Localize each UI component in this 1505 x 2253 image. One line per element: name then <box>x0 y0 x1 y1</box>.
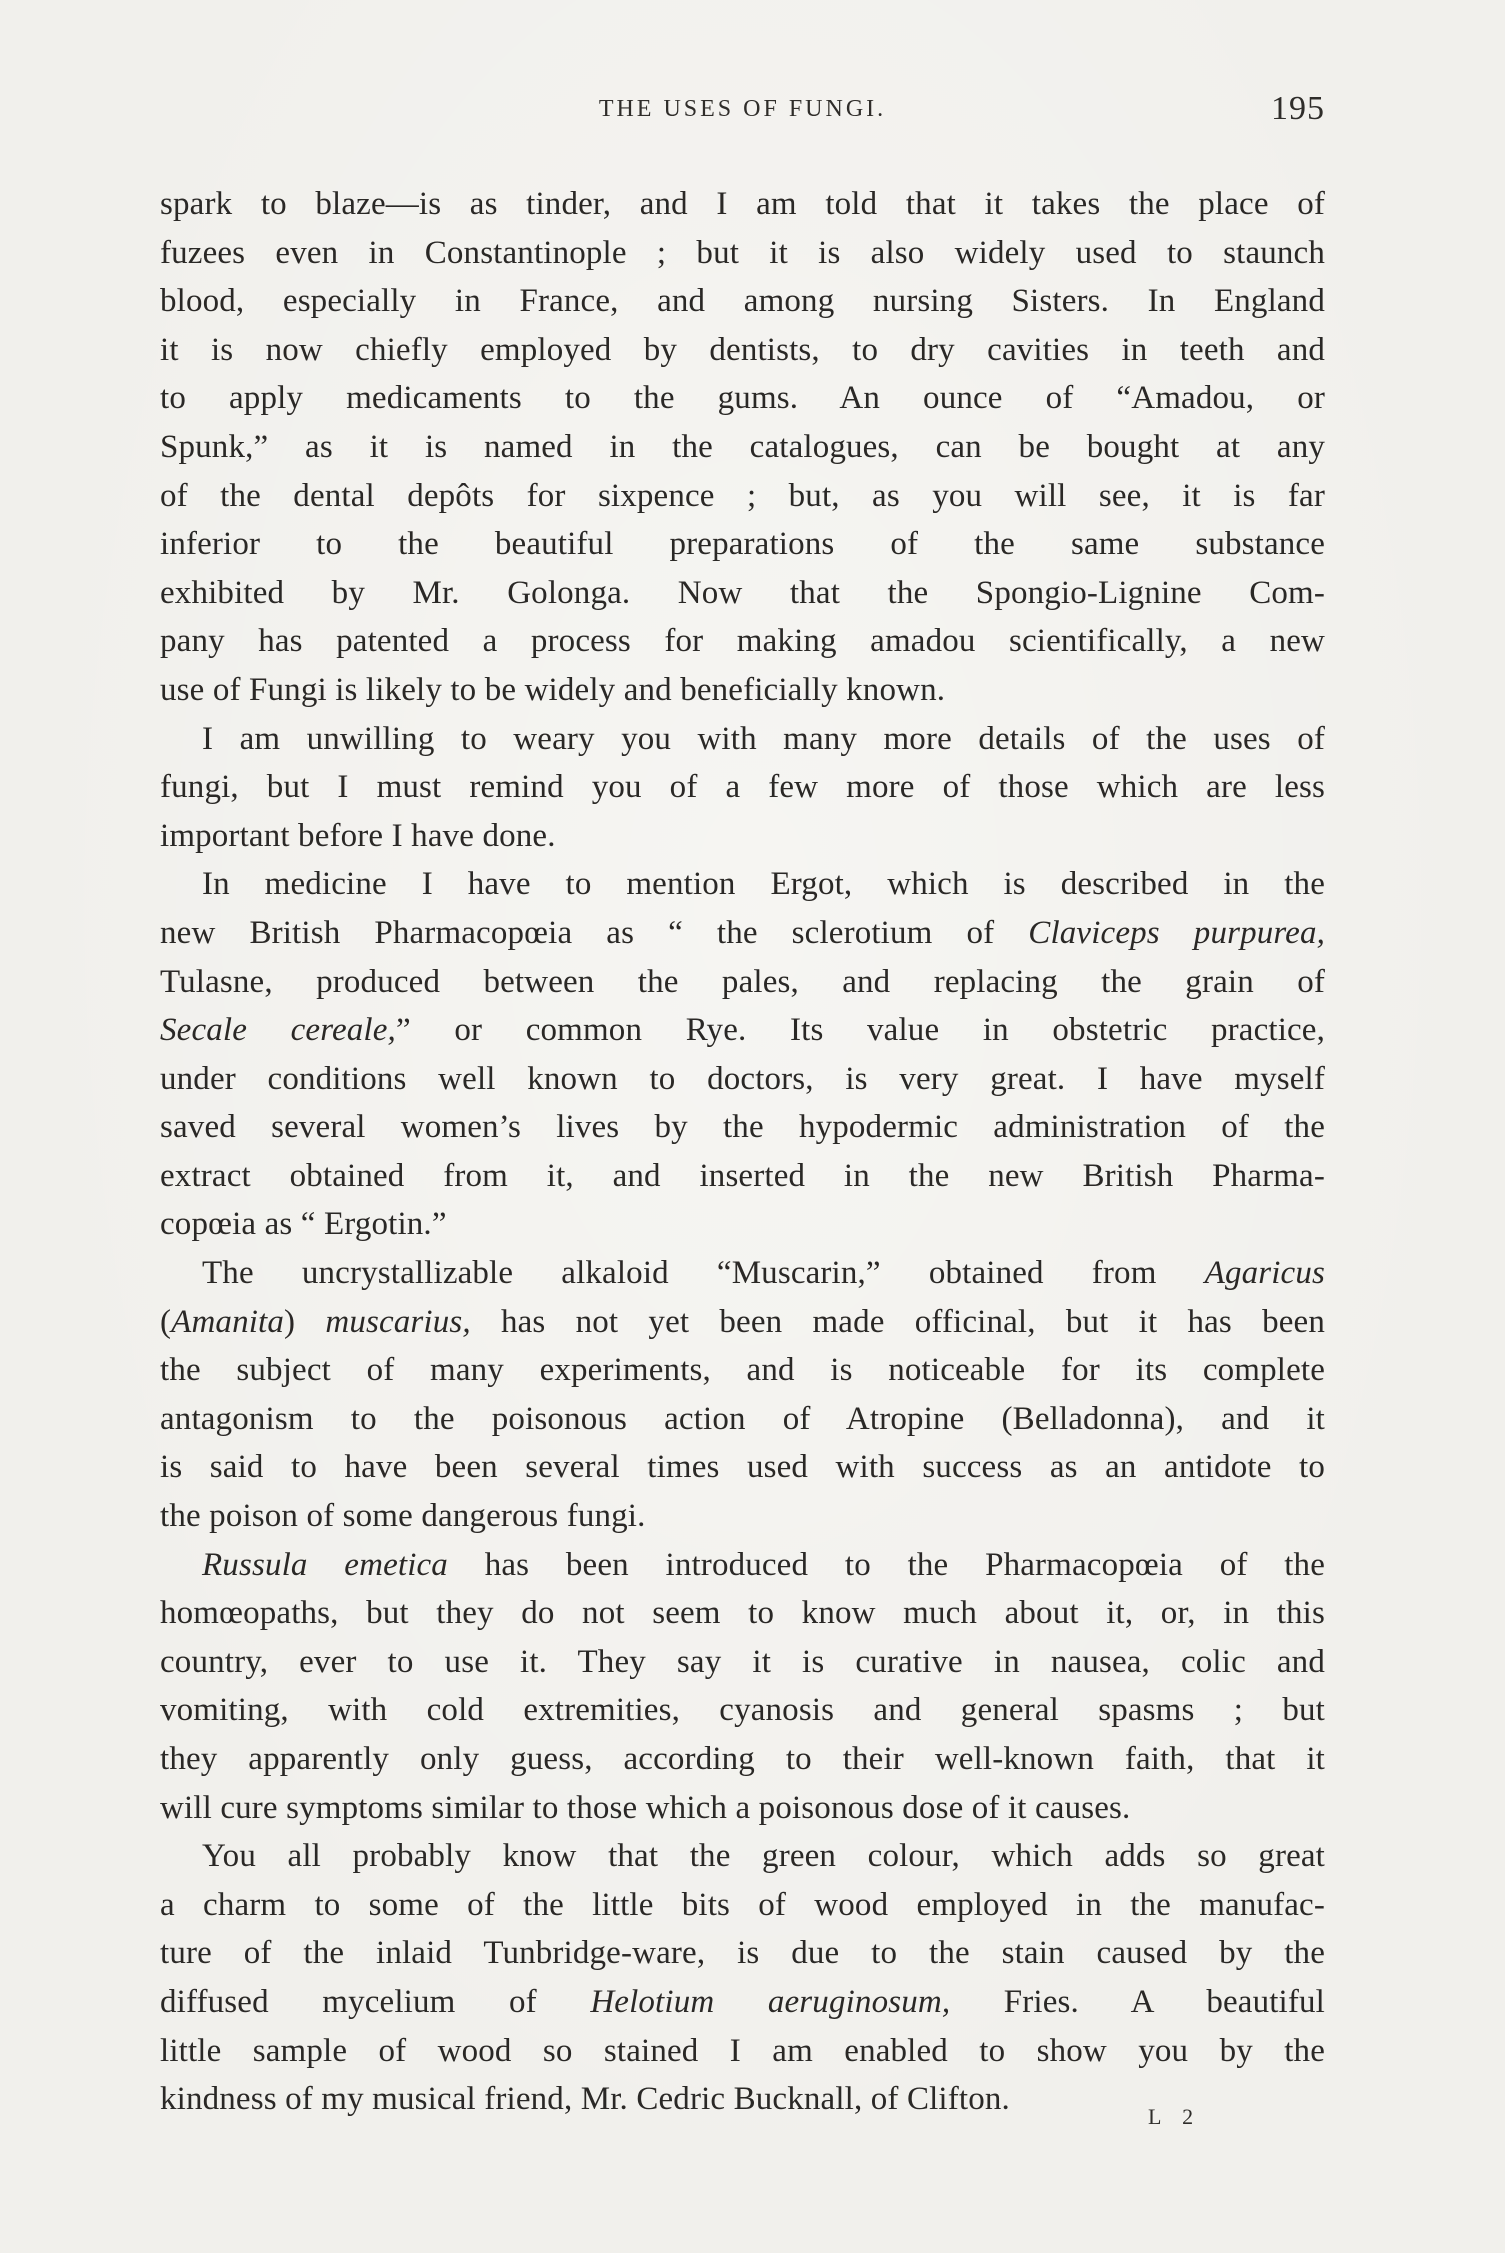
text-line <box>160 1541 1325 1590</box>
text-run: under conditions well known to doctors, is very great. I have myself <box>160 1060 1325 1097</box>
paragraph <box>160 860 1325 1249</box>
text-run: kindness of my musical friend, Mr. Cedric Bucknall, of Clifton. <box>160 2081 1010 2118</box>
text-run: important before I have done. <box>160 817 556 854</box>
text-run: will cure symptoms similar to those which a poisonous dose of it causes. <box>160 1789 1131 1826</box>
text-run: country, ever to use it. They say it is curative in nausea, colic and <box>160 1643 1325 1680</box>
text-run: to apply medicaments to the gums. An ounce of “Amadou, or <box>160 380 1325 417</box>
page-number: 195 <box>1271 90 1325 127</box>
running-head <box>160 90 1325 136</box>
text-run: Fries. A beautiful <box>950 1983 1325 2020</box>
italic-text: muscarius, <box>325 1303 471 1340</box>
signature-mark: L 2 <box>1148 2104 1202 2129</box>
text-run: ( <box>160 1303 172 1340</box>
text-line <box>160 1055 1325 1104</box>
text-run: I am unwilling to weary you with many more details of the uses of <box>202 720 1325 757</box>
text-line <box>160 909 1325 958</box>
text-line <box>160 569 1325 618</box>
text-line <box>160 812 1325 861</box>
text-line <box>160 715 1325 764</box>
text-run: antagonism to the poisonous action of Atropine (Belladonna), and it <box>160 1400 1325 1437</box>
text-line <box>160 1929 1325 1978</box>
text-run: vomiting, with cold extremities, cyanosis and general spasms ; but <box>160 1692 1325 1729</box>
text-line <box>160 1152 1325 1201</box>
text-line <box>160 180 1325 229</box>
text-run: Tulasne, produced between the pales, and replacing the grain of <box>160 963 1325 1000</box>
text-run: saved several women’s lives by the hypodermic administration of the <box>160 1109 1325 1146</box>
paragraph <box>160 180 1325 715</box>
text-run: spark to blaze—is as tinder, and I am told that it takes the place of <box>160 186 1325 222</box>
paragraph <box>160 1541 1325 1833</box>
text-line <box>160 277 1325 326</box>
text-run: of the dental depôts for sixpence ; but, as you will see, it is far <box>160 477 1325 514</box>
text-run: In medicine I have to mention Ergot, which is described in the <box>202 866 1325 903</box>
text-run: they apparently only guess, according to their well-known faith, that it <box>160 1741 1325 1777</box>
text-run: use of Fungi is likely to be widely and beneficially known. <box>160 671 946 708</box>
text-run: You all probably know that the green colour, which adds so great <box>202 1838 1325 1875</box>
text-run: has been introduced to the Pharmacopœia of the <box>447 1546 1326 1583</box>
text-line <box>160 1298 1325 1347</box>
text-line <box>160 326 1325 375</box>
text-run: inferior to the beautiful preparations of the same substance <box>160 526 1325 563</box>
text-line <box>160 860 1325 909</box>
text-line <box>160 2027 1325 2076</box>
italic-text: Secale cereale, <box>160 1012 396 1049</box>
text-line <box>160 1735 1325 1784</box>
text-line <box>160 666 1325 715</box>
text-line <box>160 1492 1325 1541</box>
text-line <box>160 1784 1325 1833</box>
text-line <box>160 1103 1325 1152</box>
text-run: ” or common Rye. Its value in obstetric practice, <box>395 1012 1326 1049</box>
text-run: homœopaths, but they do not seem to know much about it, or, in this <box>160 1595 1325 1632</box>
text-line <box>160 617 1325 666</box>
text-run: it is now chiefly employed by dentists, to dry cavities in teeth and <box>160 331 1325 368</box>
body-text <box>160 180 1325 2124</box>
text-run: little sample of wood so stained I am enabled to show you by the <box>160 2032 1325 2069</box>
italic-text: Agaricus <box>1204 1255 1325 1292</box>
text-run: The uncrystallizable alkaloid “Muscarin,” obtained from <box>202 1255 1205 1292</box>
text-run: blood, especially in France, and among nursing Sisters. In England <box>160 283 1325 320</box>
text-line <box>160 1978 1325 2027</box>
paragraph <box>160 1249 1325 1541</box>
text-line <box>160 229 1325 278</box>
text-line <box>160 1638 1325 1687</box>
text-run: extract obtained from it, and inserted in the new British Pharma- <box>160 1157 1325 1194</box>
text-line <box>160 472 1325 521</box>
text-line <box>160 1249 1325 1298</box>
italic-text: Russula emetica <box>202 1546 448 1583</box>
italic-text: Helotium aeruginosum, <box>590 1983 951 2020</box>
text-line <box>160 1832 1325 1881</box>
text-run: new British Pharmacopœia as “ the sclerotium of <box>160 914 1029 951</box>
text-run: diffused mycelium of <box>160 1983 591 2020</box>
text-run: ture of the inlaid Tunbridge-ware, is due to the stain caused by the <box>160 1935 1325 1972</box>
text-line <box>160 1589 1325 1638</box>
text-run: copœia as “ Ergotin.” <box>160 1206 447 1243</box>
running-head-title: THE USES OF FUNGI. <box>598 96 887 122</box>
paragraph <box>160 1832 1325 2124</box>
italic-text: Claviceps purpurea, <box>1028 914 1325 951</box>
text-line <box>160 763 1325 812</box>
text-run: has not yet been made officinal, but it has been <box>470 1303 1325 1340</box>
text-run: fuzees even in Constantinople ; but it is also widely used to staunch <box>160 234 1325 271</box>
text-line <box>160 1346 1325 1395</box>
text-line <box>160 958 1325 1007</box>
text-line <box>160 1881 1325 1930</box>
text-line <box>160 423 1325 472</box>
text-run: Spunk,” as it is named in the catalogues, can be bought at any <box>160 428 1325 465</box>
text-line <box>160 520 1325 569</box>
text-line <box>160 374 1325 423</box>
text-run: ) <box>284 1303 326 1340</box>
text-line <box>160 1395 1325 1444</box>
text-run: exhibited by Mr. Golonga. Now that the Spongio-Lignine Com- <box>160 574 1325 611</box>
paragraph <box>160 715 1325 861</box>
text-line <box>160 1686 1325 1735</box>
text-line <box>160 1200 1325 1249</box>
text-run: pany has patented a process for making amadou scientifically, a new <box>160 623 1325 660</box>
text-run: fungi, but I must remind you of a few more of those which are less <box>160 769 1325 806</box>
text-run: a charm to some of the little bits of wood employed in the manufac- <box>160 1886 1325 1923</box>
italic-text: Amanita <box>171 1303 285 1340</box>
text-line <box>160 1443 1325 1492</box>
text-run: the subject of many experiments, and is noticeable for its complete <box>160 1352 1325 1389</box>
text-line <box>160 1006 1325 1055</box>
text-run: the poison of some dangerous fungi. <box>160 1498 646 1535</box>
text-run: is said to have been several times used with success as an antidote to <box>160 1449 1325 1486</box>
